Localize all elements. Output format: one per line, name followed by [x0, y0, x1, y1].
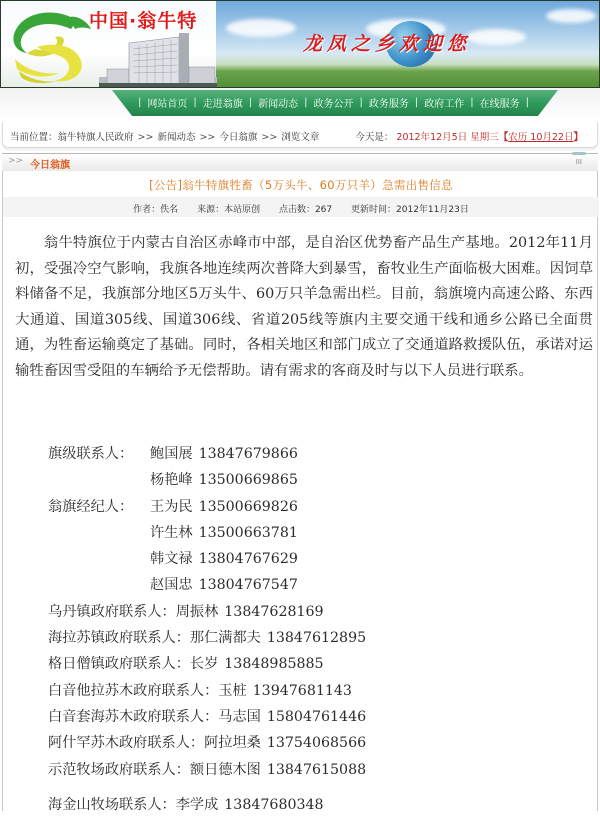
government-building-image	[99, 29, 217, 87]
contact-row	[48, 572, 366, 598]
contact-label: 格日僧镇政府联系人：	[48, 656, 190, 673]
date-value: 2012年12月5日	[396, 132, 468, 143]
contact-label: 海拉苏镇政府联系人：	[48, 630, 190, 647]
nav-separator: |	[414, 97, 419, 108]
nav-item-gov-disclosure[interactable]: 政务公开	[313, 99, 354, 110]
article-updated: 更新时间：2012年11月23日	[351, 205, 469, 215]
article-hits: 点击数：267	[278, 205, 333, 215]
contact-row	[48, 467, 366, 493]
contact-phone: 13847679866	[198, 446, 298, 462]
contact-label: 海金山牧场联系人：	[48, 796, 176, 813]
today-date	[355, 129, 583, 143]
contact-phone: 13847615088	[266, 761, 367, 778]
contact-phone: 13804767629	[198, 551, 298, 568]
article-title: [公告]翁牛特旗牲畜（5万头牛、60万只羊）急需出售信息	[149, 178, 453, 192]
banner-slogan: 龙凤之乡欢迎您	[303, 33, 472, 55]
contact-name: 韩文禄	[150, 551, 193, 568]
nav-separator: |	[359, 97, 363, 108]
article-source: 来源：本站原创	[197, 205, 261, 215]
contact-label	[48, 520, 150, 546]
contact-name: 李学成	[175, 796, 219, 813]
contact-name: 周振林	[175, 603, 219, 620]
contact-label: 乌丹镇政府联系人：	[48, 603, 176, 620]
contact-row	[48, 520, 366, 546]
breadcrumb-item-today[interactable]: 今日翁旗	[219, 132, 258, 143]
nav-separator: |	[138, 97, 142, 108]
breadcrumb-prefix: 当前位置：	[10, 132, 58, 143]
section-title: 今日翁旗	[30, 160, 70, 171]
contact-phone: 13500669826	[198, 498, 298, 515]
breadcrumb-bar	[2, 122, 598, 148]
contact-name: 鲍国展	[150, 446, 193, 462]
contact-name: 王为民	[150, 498, 193, 515]
nav-separator: |	[304, 97, 308, 108]
contact-label	[48, 546, 150, 572]
contact-name: 马志国	[218, 708, 261, 725]
dragon-phoenix-logo-icon	[7, 7, 97, 85]
breadcrumb-separator: >>	[199, 132, 216, 143]
contact-row	[48, 730, 366, 756]
contact-label	[48, 467, 150, 493]
nav-item-online-services[interactable]: 在线服务	[479, 99, 520, 110]
contact-phone: 13754068566	[266, 735, 367, 752]
contact-label: 旗级联系人：	[48, 446, 134, 462]
breadcrumb-item-home[interactable]: 翁牛特旗人民政府	[57, 132, 134, 143]
main-nav	[0, 88, 600, 120]
nav-separator: |	[525, 97, 529, 108]
nav-separator: |	[470, 97, 474, 108]
contact-row	[48, 625, 366, 651]
contact-row	[48, 757, 366, 783]
double-arrow-icon: >>	[8, 156, 24, 166]
article-author: 作者：佚名	[133, 205, 179, 215]
contact-label	[48, 572, 150, 598]
contact-row	[48, 441, 366, 467]
breadcrumb-separator: >>	[137, 132, 154, 143]
weekday-value: 星期三	[470, 132, 499, 143]
nav-item-news[interactable]: 新闻动态	[258, 99, 299, 110]
contact-row	[48, 704, 366, 730]
contact-phone: 13947681143	[252, 682, 352, 699]
contact-phone: 13847680348	[224, 796, 324, 813]
section-header	[2, 153, 598, 171]
breadcrumb-separator: >>	[261, 132, 278, 143]
contact-label: 翁旗经纪人：	[48, 498, 134, 515]
contact-name: 许生林	[150, 524, 193, 541]
lunar-date-link[interactable]: 农历 10月22日	[508, 132, 574, 143]
contact-name: 那仁满都夫	[189, 630, 261, 647]
contact-name: 额日德木图	[189, 761, 261, 778]
contact-name: 阿拉坦桑	[204, 735, 261, 752]
contact-phone: 13500663781	[198, 524, 298, 541]
scroll-handle[interactable]	[572, 152, 586, 155]
contact-phone: 15804761446	[266, 708, 367, 725]
contact-name: 杨艳峰	[150, 472, 193, 489]
breadcrumb-item-current: 浏览文章	[281, 132, 320, 143]
nav-separator: |	[248, 97, 253, 108]
nav-item-home[interactable]: 网站首页	[147, 99, 188, 110]
article-meta	[3, 197, 599, 217]
contact-label: 白音套海苏木政府联系人：	[48, 708, 219, 725]
contact-list	[48, 441, 366, 818]
nav-item-gov-work[interactable]: 政府工作	[424, 99, 465, 110]
contact-phone: 13847612895	[266, 630, 367, 647]
contact-row	[48, 546, 366, 572]
article-body	[15, 231, 593, 384]
contact-label: 白音他拉苏木政府联系人：	[48, 682, 219, 699]
contact-name: 赵国忠	[150, 577, 193, 594]
today-label: 今天是：	[355, 132, 394, 143]
bracket-open: 【	[498, 132, 509, 143]
contact-label: 阿什罕苏木政府联系人：	[48, 735, 205, 752]
nav-item-about[interactable]: 走进翁旗	[202, 99, 243, 110]
breadcrumb-item-news[interactable]: 新闻动态	[157, 132, 196, 143]
article	[2, 171, 598, 811]
contact-label: 示范牧场政府联系人：	[48, 761, 190, 778]
contact-phone: 13804767547	[198, 577, 298, 594]
contact-row	[48, 599, 366, 625]
contact-phone: 13500669865	[198, 472, 298, 489]
contact-row	[48, 678, 366, 704]
contact-row	[48, 494, 366, 520]
contact-row	[48, 651, 366, 677]
contact-name: 长岁	[189, 656, 219, 673]
site-name: 中国·翁牛特	[89, 10, 198, 32]
nav-items	[132, 95, 535, 110]
nav-item-gov-services[interactable]: 政务服务	[368, 99, 409, 110]
nav-separator: |	[193, 97, 197, 108]
breadcrumb	[10, 129, 319, 143]
site-banner	[0, 0, 600, 88]
contact-phone: 13848985885	[224, 656, 324, 673]
grip-icon: III	[575, 158, 582, 166]
contact-name: 玉桩	[218, 682, 247, 699]
contact-phone: 13847628169	[224, 603, 324, 620]
article-paragraph: 翁牛特旗位于内蒙古自治区赤峰市中部，是自治区优势畜产品生产基地。2012年11月初，受强冷空气影响，我旗各地连续两次普降大到暴雪，畜牧业生产面临极大困难。因饲草料储备不足，我旗部分地区5万头牛、60万只羊急需出栏。目前，翁旗境内高速公路、东西大通道、国道305线、国道306线、省道205线等旗内主要交通干线和通乡公路已全面贯通，为牲畜运输奠定了基础。同时，各相关地区和部门成立了交通道路救援队伍，承诺对运输牲畜因雪受阻的车辆给予无偿帮助。请有需求的客商及时与以下人员进行联系。	[15, 235, 593, 379]
bracket-close: 】	[573, 132, 583, 143]
